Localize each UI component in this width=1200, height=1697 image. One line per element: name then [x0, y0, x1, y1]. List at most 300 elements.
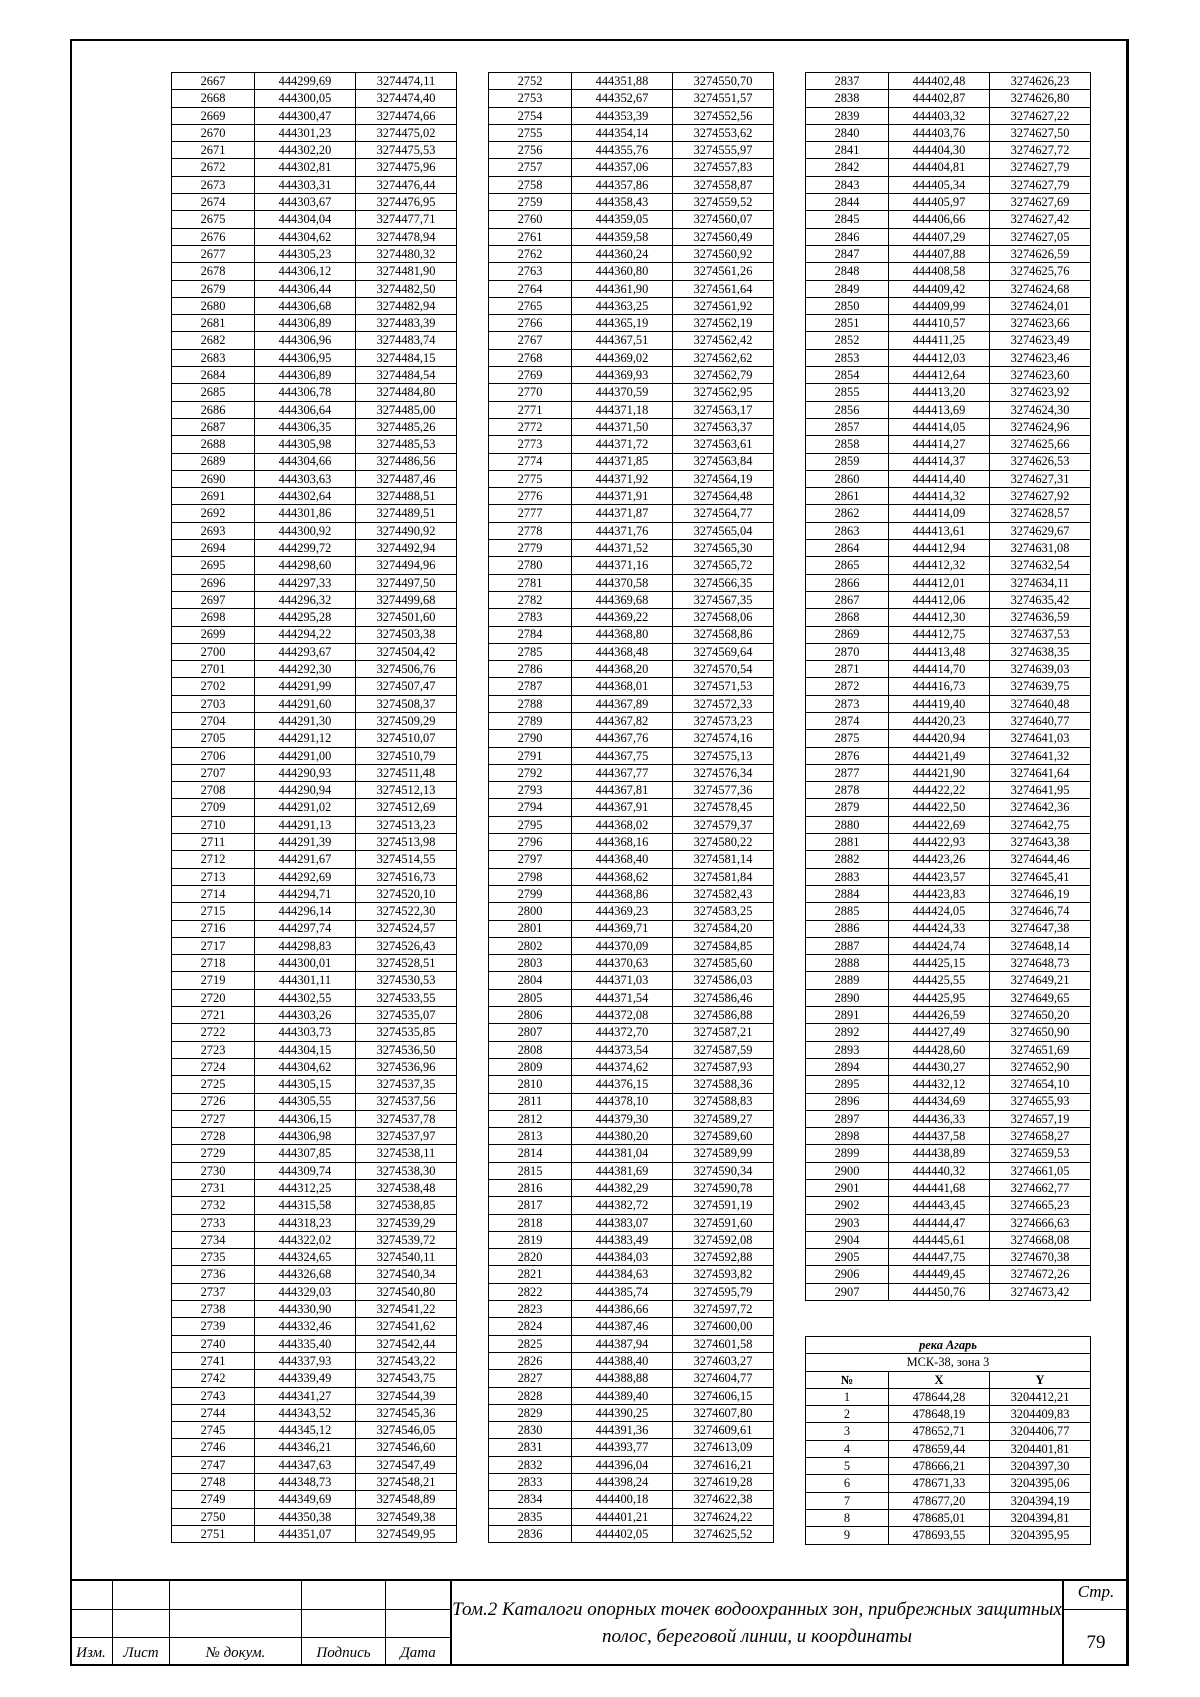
y-coordinate: 3274623,46	[990, 349, 1091, 366]
point-number: 2790	[489, 730, 572, 747]
table-row	[172, 1007, 457, 1024]
table-row	[172, 1128, 457, 1145]
y-coordinate: 3274588,36	[673, 1076, 774, 1093]
point-number: 2821	[489, 1266, 572, 1283]
table-row	[172, 228, 457, 245]
point-number: 2824	[489, 1318, 572, 1335]
point-number: 2820	[489, 1249, 572, 1266]
table-row	[489, 453, 774, 470]
x-coordinate: 444413,20	[889, 384, 990, 401]
table-row	[489, 505, 774, 522]
x-coordinate: 444292,69	[255, 868, 356, 885]
y-coordinate: 3274589,60	[673, 1128, 774, 1145]
point-number: 6	[806, 1475, 889, 1492]
x-coordinate: 444300,92	[255, 522, 356, 539]
y-coordinate: 3274508,37	[356, 695, 457, 712]
x-coordinate: 444351,07	[255, 1525, 356, 1542]
table-row	[806, 816, 1091, 833]
x-coordinate: 444444,47	[889, 1214, 990, 1231]
table-row	[489, 851, 774, 868]
table-row	[806, 540, 1091, 557]
y-coordinate: 3274576,34	[673, 764, 774, 781]
y-coordinate: 3274587,93	[673, 1058, 774, 1075]
x-coordinate: 444369,71	[572, 920, 673, 937]
table-row	[489, 488, 774, 505]
y-coordinate: 3274627,22	[990, 107, 1091, 124]
x-coordinate: 444306,95	[255, 349, 356, 366]
point-number: 2771	[489, 401, 572, 418]
point-number: 2798	[489, 868, 572, 885]
table-row	[172, 1474, 457, 1491]
x-coordinate: 478671,33	[889, 1475, 990, 1492]
y-coordinate: 3274642,75	[990, 816, 1091, 833]
x-coordinate: 444291,67	[255, 851, 356, 868]
table-row	[806, 643, 1091, 660]
x-coordinate: 444329,03	[255, 1283, 356, 1300]
point-number: 9	[806, 1527, 889, 1544]
x-coordinate: 444309,74	[255, 1162, 356, 1179]
table-row	[172, 1404, 457, 1421]
x-coordinate: 444370,59	[572, 384, 673, 401]
table-row	[806, 695, 1091, 712]
x-coordinate: 444378,10	[572, 1093, 673, 1110]
river-title: река Агарь	[806, 1337, 1091, 1354]
y-coordinate: 3274524,57	[356, 920, 457, 937]
x-coordinate: 444382,72	[572, 1197, 673, 1214]
table-row	[806, 661, 1091, 678]
point-number: 2775	[489, 470, 572, 487]
x-coordinate: 444306,98	[255, 1128, 356, 1145]
table-row	[489, 816, 774, 833]
x-coordinate: 444413,48	[889, 643, 990, 660]
y-coordinate: 3274636,59	[990, 609, 1091, 626]
point-number: 2683	[172, 349, 255, 366]
y-coordinate: 3274641,03	[990, 730, 1091, 747]
table-row	[172, 1041, 457, 1058]
table-row	[489, 1370, 774, 1387]
x-coordinate: 444303,73	[255, 1024, 356, 1041]
table-row	[172, 90, 457, 107]
table-row	[172, 332, 457, 349]
table-row	[172, 1301, 457, 1318]
table-row	[172, 1318, 457, 1335]
table-row	[172, 1231, 457, 1248]
table-row	[489, 367, 774, 384]
table-row	[489, 1058, 774, 1075]
point-number: 2692	[172, 505, 255, 522]
x-coordinate: 444405,97	[889, 194, 990, 211]
point-number: 2750	[172, 1508, 255, 1525]
table-row	[806, 989, 1091, 1006]
x-coordinate: 444412,94	[889, 540, 990, 557]
y-coordinate: 3274483,74	[356, 332, 457, 349]
y-coordinate: 3274652,90	[990, 1058, 1091, 1075]
y-coordinate: 3274510,79	[356, 747, 457, 764]
y-coordinate: 3274654,10	[990, 1076, 1091, 1093]
coordinate-system: МСК-38, зона 3	[806, 1354, 1091, 1371]
point-number: 2814	[489, 1145, 572, 1162]
point-number: 2667	[172, 73, 255, 90]
table-row	[172, 315, 457, 332]
y-coordinate: 3204395,95	[990, 1527, 1091, 1544]
point-number: 2728	[172, 1128, 255, 1145]
table-row	[489, 1110, 774, 1127]
y-coordinate: 3274541,62	[356, 1318, 457, 1335]
y-coordinate: 3274643,38	[990, 834, 1091, 851]
x-coordinate: 444347,63	[255, 1456, 356, 1473]
table-row	[806, 280, 1091, 297]
y-coordinate: 3274543,75	[356, 1370, 457, 1387]
point-number: 2897	[806, 1110, 889, 1127]
x-coordinate: 444412,32	[889, 557, 990, 574]
x-coordinate: 478685,01	[889, 1509, 990, 1526]
x-coordinate: 444291,13	[255, 816, 356, 833]
point-number: 2857	[806, 418, 889, 435]
x-coordinate: 444303,63	[255, 470, 356, 487]
y-coordinate: 3274629,67	[990, 522, 1091, 539]
point-number: 3	[806, 1423, 889, 1440]
table-row	[172, 436, 457, 453]
point-number: 2805	[489, 989, 572, 1006]
x-coordinate: 444414,32	[889, 488, 990, 505]
table-row	[806, 522, 1091, 539]
y-coordinate: 3274627,72	[990, 142, 1091, 159]
point-number: 5	[806, 1458, 889, 1475]
y-coordinate: 3274514,55	[356, 851, 457, 868]
x-coordinate: 444291,02	[255, 799, 356, 816]
y-coordinate: 3274641,32	[990, 747, 1091, 764]
table-row	[172, 868, 457, 885]
x-coordinate: 444359,58	[572, 228, 673, 245]
point-number: 2902	[806, 1197, 889, 1214]
table-row	[489, 540, 774, 557]
y-coordinate: 3274672,26	[990, 1266, 1091, 1283]
y-coordinate: 3274474,66	[356, 107, 457, 124]
y-coordinate: 3274528,51	[356, 955, 457, 972]
point-number: 2817	[489, 1197, 572, 1214]
x-coordinate: 444412,75	[889, 626, 990, 643]
point-number: 2716	[172, 920, 255, 937]
table-row	[489, 955, 774, 972]
y-coordinate: 3274485,53	[356, 436, 457, 453]
point-number: 2855	[806, 384, 889, 401]
point-number: 2668	[172, 90, 255, 107]
x-coordinate: 478666,21	[889, 1458, 990, 1475]
x-coordinate: 444447,75	[889, 1249, 990, 1266]
x-coordinate: 444402,87	[889, 90, 990, 107]
point-number: 2886	[806, 920, 889, 937]
table-row	[489, 1525, 774, 1542]
point-number: 2685	[172, 384, 255, 401]
point-number: 2852	[806, 332, 889, 349]
y-coordinate: 3274626,53	[990, 453, 1091, 470]
point-number: 2725	[172, 1076, 255, 1093]
y-coordinate: 3274544,39	[356, 1387, 457, 1404]
y-coordinate: 3274549,95	[356, 1525, 457, 1542]
point-number: 2860	[806, 470, 889, 487]
x-coordinate: 444422,50	[889, 799, 990, 816]
table-row	[806, 297, 1091, 314]
y-coordinate: 3274626,80	[990, 90, 1091, 107]
y-coordinate: 3274627,92	[990, 488, 1091, 505]
y-coordinate: 3274641,64	[990, 764, 1091, 781]
point-number: 2764	[489, 280, 572, 297]
y-coordinate: 3274516,73	[356, 868, 457, 885]
x-coordinate: 444367,81	[572, 782, 673, 799]
point-number: 2735	[172, 1249, 255, 1266]
x-coordinate: 444371,52	[572, 540, 673, 557]
coordinate-table-1	[171, 72, 457, 1543]
point-number: 2678	[172, 263, 255, 280]
y-coordinate: 3274625,66	[990, 436, 1091, 453]
table-row	[489, 591, 774, 608]
x-coordinate: 444299,69	[255, 73, 356, 90]
point-number: 2839	[806, 107, 889, 124]
x-coordinate: 444367,75	[572, 747, 673, 764]
table-row	[172, 989, 457, 1006]
x-coordinate: 444353,39	[572, 107, 673, 124]
y-coordinate: 3274580,22	[673, 834, 774, 851]
table-row	[806, 1458, 1091, 1475]
y-coordinate: 3274603,27	[673, 1352, 774, 1369]
x-coordinate: 444368,02	[572, 816, 673, 833]
point-number: 2895	[806, 1076, 889, 1093]
point-number: 2832	[489, 1456, 572, 1473]
x-coordinate: 444445,61	[889, 1231, 990, 1248]
y-coordinate: 3274542,44	[356, 1335, 457, 1352]
point-number: 2893	[806, 1041, 889, 1058]
y-coordinate: 3274657,19	[990, 1110, 1091, 1127]
x-coordinate: 444350,38	[255, 1508, 356, 1525]
x-coordinate: 444402,05	[572, 1525, 673, 1542]
table-row	[172, 920, 457, 937]
x-coordinate: 444406,66	[889, 211, 990, 228]
x-coordinate: 444306,35	[255, 418, 356, 435]
label-signature: Подпись	[316, 1645, 371, 1661]
point-number: 2808	[489, 1041, 572, 1058]
y-coordinate: 3274537,78	[356, 1110, 457, 1127]
point-number: 2865	[806, 557, 889, 574]
x-coordinate: 444291,60	[255, 695, 356, 712]
point-number: 2849	[806, 280, 889, 297]
y-coordinate: 3274591,60	[673, 1214, 774, 1231]
table-row	[172, 1076, 457, 1093]
y-coordinate: 3274562,79	[673, 367, 774, 384]
table-row	[172, 747, 457, 764]
x-coordinate: 444360,80	[572, 263, 673, 280]
y-coordinate: 3274668,08	[990, 1231, 1091, 1248]
table-row	[489, 1456, 774, 1473]
table-row	[172, 142, 457, 159]
point-number: 2871	[806, 661, 889, 678]
table-row	[806, 1406, 1091, 1423]
x-coordinate: 444387,46	[572, 1318, 673, 1335]
y-coordinate: 3274578,45	[673, 799, 774, 816]
x-coordinate: 444382,29	[572, 1180, 673, 1197]
x-coordinate: 444304,66	[255, 453, 356, 470]
x-coordinate: 444412,03	[889, 349, 990, 366]
x-coordinate: 444303,67	[255, 194, 356, 211]
point-number: 7	[806, 1492, 889, 1509]
table-row	[489, 1335, 774, 1352]
y-coordinate: 3274649,65	[990, 989, 1091, 1006]
point-number: 2719	[172, 972, 255, 989]
table-row	[172, 1145, 457, 1162]
y-coordinate: 3274489,51	[356, 505, 457, 522]
y-coordinate: 3274590,78	[673, 1180, 774, 1197]
x-coordinate: 478652,71	[889, 1423, 990, 1440]
table-row	[172, 1508, 457, 1525]
table-row	[806, 1388, 1091, 1405]
table-row	[489, 1508, 774, 1525]
point-number: 2	[806, 1406, 889, 1423]
point-number: 2880	[806, 816, 889, 833]
coordinate-table-3	[805, 72, 1091, 1301]
x-coordinate: 444351,88	[572, 73, 673, 90]
x-coordinate: 444450,76	[889, 1283, 990, 1300]
y-coordinate: 3274565,04	[673, 522, 774, 539]
table-row	[172, 730, 457, 747]
x-coordinate: 444412,64	[889, 367, 990, 384]
point-number: 2782	[489, 591, 572, 608]
table-row	[172, 1283, 457, 1300]
y-coordinate: 3274607,80	[673, 1404, 774, 1421]
point-number: 2834	[489, 1491, 572, 1508]
y-coordinate: 3274650,90	[990, 1024, 1091, 1041]
x-coordinate: 444403,76	[889, 124, 990, 141]
page-number: 79	[1086, 1632, 1106, 1653]
x-coordinate: 444414,27	[889, 436, 990, 453]
x-coordinate: 444295,28	[255, 609, 356, 626]
x-coordinate: 444355,76	[572, 142, 673, 159]
x-coordinate: 444306,44	[255, 280, 356, 297]
y-coordinate: 3274482,50	[356, 280, 457, 297]
x-coordinate: 444304,62	[255, 1058, 356, 1075]
table-row	[489, 1180, 774, 1197]
x-coordinate: 444369,22	[572, 609, 673, 626]
table-row	[172, 1249, 457, 1266]
y-coordinate: 3274481,90	[356, 263, 457, 280]
y-coordinate: 3274589,99	[673, 1145, 774, 1162]
table-row	[806, 159, 1091, 176]
y-coordinate: 3274589,27	[673, 1110, 774, 1127]
point-number: 2759	[489, 194, 572, 211]
x-coordinate: 444367,76	[572, 730, 673, 747]
table-row	[172, 661, 457, 678]
point-number: 2755	[489, 124, 572, 141]
y-coordinate: 3274513,23	[356, 816, 457, 833]
table-row	[172, 401, 457, 418]
x-coordinate: 444371,91	[572, 488, 673, 505]
x-coordinate: 444441,68	[889, 1180, 990, 1197]
x-coordinate: 444412,01	[889, 574, 990, 591]
x-coordinate: 444299,72	[255, 540, 356, 557]
table-row	[806, 315, 1091, 332]
point-number: 2686	[172, 401, 255, 418]
table-row	[806, 194, 1091, 211]
point-number: 2682	[172, 332, 255, 349]
point-number: 2698	[172, 609, 255, 626]
y-coordinate: 3274551,57	[673, 90, 774, 107]
point-number: 2799	[489, 885, 572, 902]
x-coordinate: 444409,99	[889, 297, 990, 314]
table-row	[172, 1180, 457, 1197]
table-row	[806, 436, 1091, 453]
point-number: 2816	[489, 1180, 572, 1197]
y-coordinate: 3204394,19	[990, 1492, 1091, 1509]
x-coordinate: 444367,91	[572, 799, 673, 816]
point-number: 2702	[172, 678, 255, 695]
y-coordinate: 3274563,17	[673, 401, 774, 418]
point-number: 2861	[806, 488, 889, 505]
x-coordinate: 444348,73	[255, 1474, 356, 1491]
point-number: 2763	[489, 263, 572, 280]
point-number: 2758	[489, 176, 572, 193]
point-number: 2671	[172, 142, 255, 159]
point-number: 2777	[489, 505, 572, 522]
y-coordinate: 3274545,36	[356, 1404, 457, 1421]
point-number: 2721	[172, 1007, 255, 1024]
x-coordinate: 444401,21	[572, 1508, 673, 1525]
point-number: 2687	[172, 418, 255, 435]
table-row	[806, 349, 1091, 366]
point-number: 2707	[172, 764, 255, 781]
x-coordinate: 444404,81	[889, 159, 990, 176]
x-coordinate: 444304,04	[255, 211, 356, 228]
y-coordinate: 3274623,66	[990, 315, 1091, 332]
y-coordinate: 3274587,59	[673, 1041, 774, 1058]
x-coordinate: 444304,15	[255, 1041, 356, 1058]
y-coordinate: 3274530,53	[356, 972, 457, 989]
y-coordinate: 3274548,21	[356, 1474, 457, 1491]
table-row	[489, 211, 774, 228]
y-coordinate: 3274476,95	[356, 194, 457, 211]
table-row	[806, 609, 1091, 626]
table-row	[806, 626, 1091, 643]
table-row	[489, 1024, 774, 1041]
point-number: 2746	[172, 1439, 255, 1456]
x-coordinate: 444291,00	[255, 747, 356, 764]
y-coordinate: 3274565,72	[673, 557, 774, 574]
table-row	[172, 1197, 457, 1214]
y-coordinate: 3274504,42	[356, 643, 457, 660]
x-coordinate: 444326,68	[255, 1266, 356, 1283]
table-row	[806, 1024, 1091, 1041]
y-coordinate: 3274485,26	[356, 418, 457, 435]
table-row	[489, 1352, 774, 1369]
table-row	[806, 557, 1091, 574]
y-coordinate: 3274563,84	[673, 453, 774, 470]
y-coordinate: 3274552,56	[673, 107, 774, 124]
x-coordinate: 444296,14	[255, 903, 356, 920]
point-number: 2778	[489, 522, 572, 539]
point-number: 2887	[806, 937, 889, 954]
x-coordinate: 444330,90	[255, 1301, 356, 1318]
point-number: 2892	[806, 1024, 889, 1041]
x-coordinate: 444291,99	[255, 678, 356, 695]
x-coordinate: 444388,88	[572, 1370, 673, 1387]
point-number: 2804	[489, 972, 572, 989]
x-coordinate: 444423,57	[889, 868, 990, 885]
point-number: 2867	[806, 591, 889, 608]
y-coordinate: 3274646,19	[990, 885, 1091, 902]
x-coordinate: 444371,72	[572, 436, 673, 453]
table-row	[172, 885, 457, 902]
table-row	[489, 1162, 774, 1179]
table-row	[489, 401, 774, 418]
table-row	[172, 591, 457, 608]
table-row	[172, 1525, 457, 1542]
